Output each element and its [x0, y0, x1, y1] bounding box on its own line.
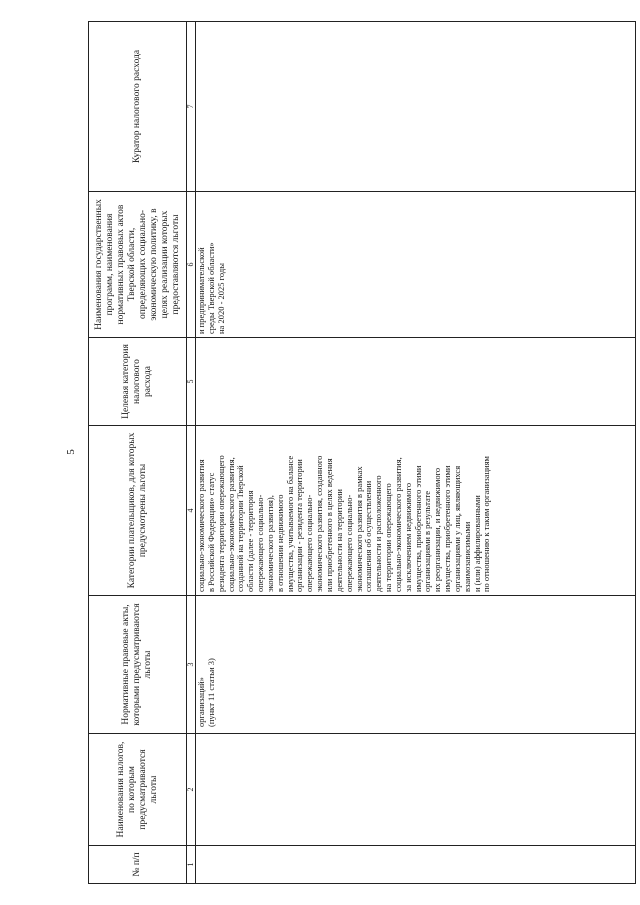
tax-benefits-table — [88, 21, 636, 884]
cell-program: и предпринимательской среды Тверской области» на 2020 - 2025 годы — [196, 192, 636, 338]
column-number: 5 — [187, 338, 196, 426]
table-header-row — [89, 22, 187, 884]
header-programs: Наименования государственных программ, наименования нормативных правовых актов Тверской области, определяющих социально-экономическую политику, в целях реализации которых предоставляются льготы — [89, 192, 187, 338]
column-number: 3 — [187, 596, 196, 734]
column-number: 6 — [187, 192, 196, 338]
cell-payer-category: социально-экономического развития в Российской Федерации» статус резидента территории опережающего социально-экономического развития, созданной на территории Тверской области (далее - территория опережающего социально- экономического развития), в отношении недвижимого имущества, учитываемого на балансе организации - резидента территории опережающего социально- экономического развития, созданного или приобретенного в целях ведения деятельности на территории опережающего социально- экономического развития в рамках соглашения об осуществлении деятельности и расположенного на территории опережающего социально-экономического развития, за исключением недвижимого имущества, приобретенного этими организациями в результате их реорганизации, и недвижимого имущества, приобретенного этими организациями у лиц, являющихся взаимозависимыми и (или) аффилированными по отношению к таким организациям — [196, 426, 636, 596]
table-row — [196, 22, 636, 884]
cell-curator — [196, 22, 636, 192]
header-row-number: № п/п — [89, 846, 187, 884]
cell-row-number — [196, 846, 636, 884]
column-numbers-row — [187, 22, 196, 884]
cell-target-category — [196, 338, 636, 426]
header-payer-categories: Категории плательщиков, для которых предусмотрены льготы — [89, 426, 187, 596]
header-curator: Куратор налогового расхода — [89, 22, 187, 192]
cell-tax-name — [196, 734, 636, 846]
column-number: 4 — [187, 426, 196, 596]
cell-legal-act: организаций» (пункт 11 статьи 3) — [196, 596, 636, 734]
header-target-category: Целевая категория налогового расхода — [89, 338, 187, 426]
column-number: 1 — [187, 846, 196, 884]
page-number: 5 — [65, 449, 77, 455]
column-number: 7 — [187, 22, 196, 192]
header-legal-acts: Нормативные правовые акты, которыми предусматриваются льготы — [89, 596, 187, 734]
rotated-table-wrapper — [88, 22, 636, 884]
header-tax-names: Наименования налогов, по которым предусматриваются льготы — [89, 734, 187, 846]
document-table-container — [88, 22, 636, 884]
column-number: 2 — [187, 734, 196, 846]
